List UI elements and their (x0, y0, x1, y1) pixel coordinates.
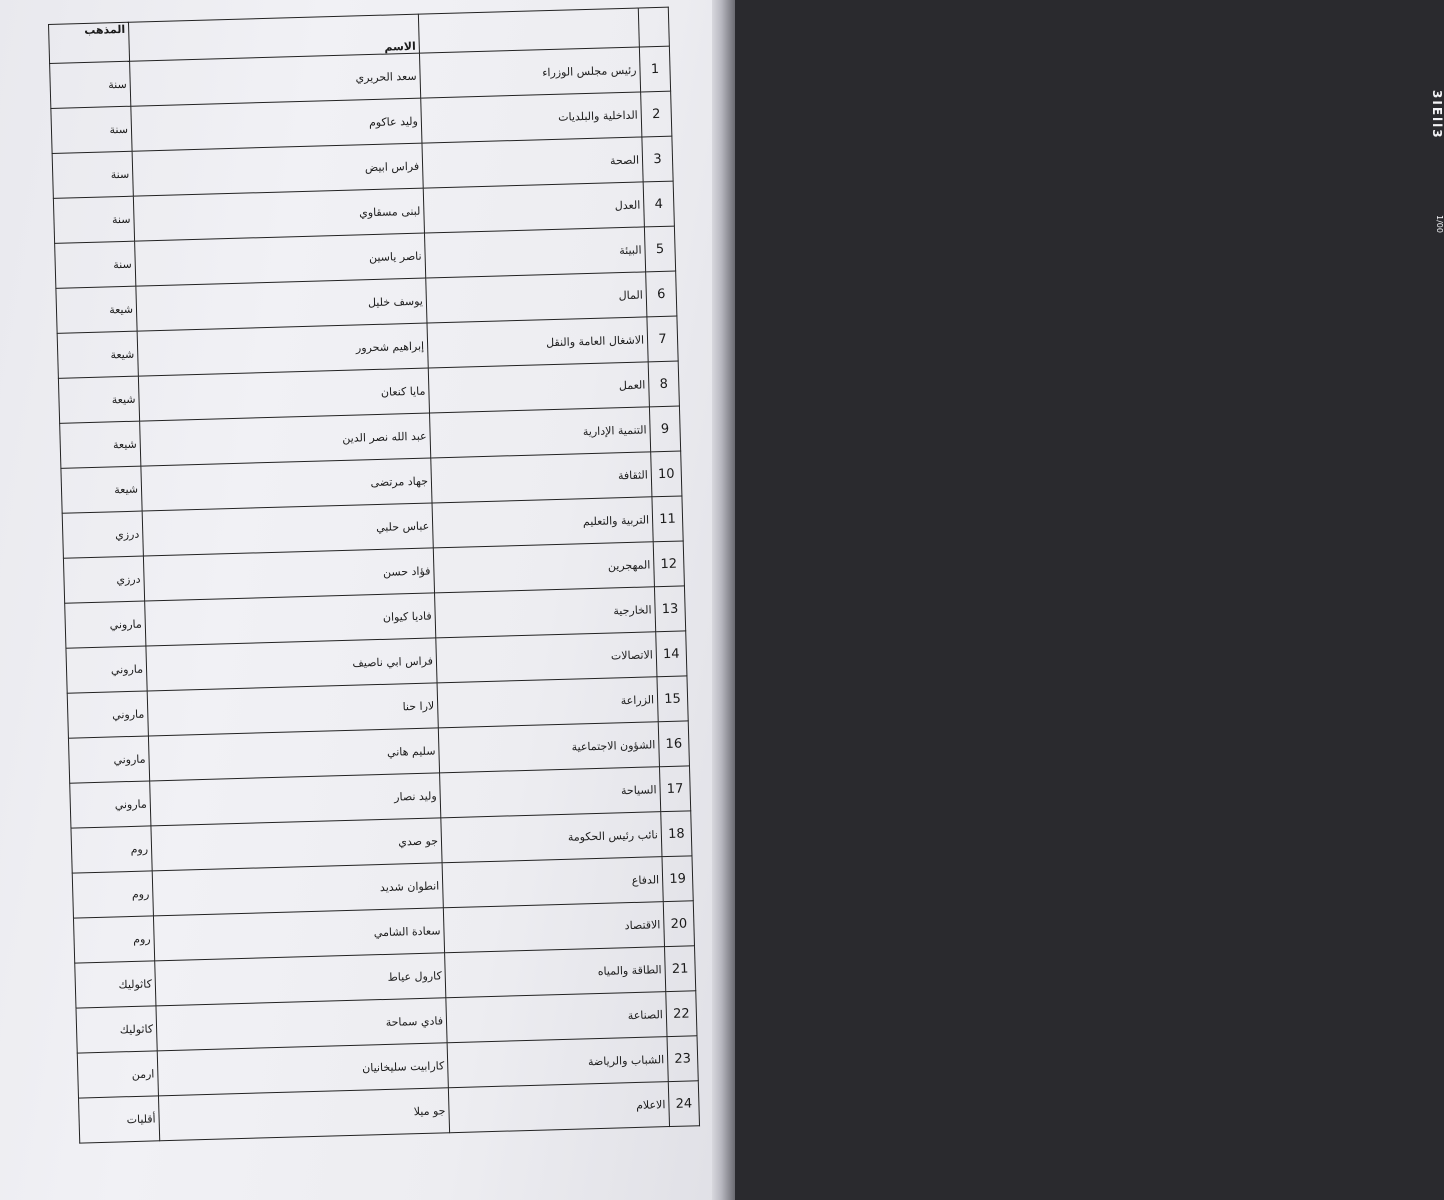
religion-cell: ماروني (67, 691, 148, 738)
minister-name-cell: وليد نصار (150, 773, 441, 826)
minister-name-cell: سعد الحريري (130, 53, 421, 106)
ministry-cell: رئيس مجلس الوزراء (419, 47, 640, 98)
religion-cell: شيعة (61, 466, 142, 513)
religion-cell: سنة (53, 196, 134, 243)
ministry-cell: البيئة (424, 227, 645, 278)
ministry-cell: السياحة (440, 767, 661, 818)
cabinet-table-wrapper (48, 5, 744, 1126)
minister-name-cell: عباس حلبي (142, 503, 433, 556)
ministry-cell: العدل (423, 182, 644, 233)
religion-cell: ماروني (66, 646, 147, 693)
row-number-cell: 15 (657, 676, 688, 722)
ministry-cell: التربية والتعليم (432, 497, 653, 548)
minister-name-cell: كارابيت سليخانيان (157, 1043, 448, 1096)
row-number-cell: 11 (652, 496, 683, 542)
religion-cell: ماروني (70, 781, 151, 828)
minister-name-cell: إبراهيم شحرور (137, 323, 428, 376)
row-number-cell: 6 (646, 271, 677, 317)
minister-name-cell: مايا كنعان (138, 368, 429, 421)
religion-cell: شيعة (57, 331, 138, 378)
ministry-cell: المهجرين (433, 542, 654, 593)
ministry-cell: الزراعة (437, 677, 658, 728)
religion-cell: روم (71, 826, 152, 873)
row-number-cell: 13 (654, 586, 685, 632)
religion-cell: روم (73, 916, 154, 963)
religion-cell: سنة (51, 106, 132, 153)
minister-name-cell: عبد الله نصر الدين (140, 413, 431, 466)
religion-cell: سنة (55, 241, 136, 288)
religion-cell: ماروني (68, 736, 149, 783)
religion-cell: شيعة (60, 421, 141, 468)
ministry-cell: الدفاع (442, 857, 663, 908)
row-number-cell: 23 (667, 1036, 698, 1082)
row-number-cell: 1 (639, 46, 670, 92)
ministry-cell: الداخلية والبلديات (421, 92, 642, 143)
minister-name-cell: ناصر ياسين (135, 233, 426, 286)
row-number-cell: 22 (666, 991, 697, 1037)
row-number-cell: 24 (668, 1081, 699, 1127)
religion-cell: شيعة (56, 286, 137, 333)
minister-name-cell: فؤاد حسن (143, 548, 434, 601)
ministry-cell: الشباب والرياضة (447, 1037, 668, 1088)
row-number-cell: 7 (647, 316, 678, 362)
religion-header: المذهب (49, 22, 130, 63)
ministry-cell: الصناعة (446, 992, 667, 1043)
row-number-cell: 14 (656, 631, 687, 677)
minister-name-cell: فادي سماحة (156, 998, 447, 1051)
ministry-cell: التنمية الإدارية (430, 407, 651, 458)
religion-cell: سنة (50, 61, 131, 108)
minister-name-cell: وليد عاكوم (131, 98, 422, 151)
ministry-cell: الثقافة (431, 452, 652, 503)
religion-cell: سنة (52, 151, 133, 198)
row-number-cell: 9 (649, 406, 680, 452)
row-number-cell: 3 (642, 136, 673, 182)
row-number-cell: 16 (658, 721, 689, 767)
row-number-cell: 21 (665, 946, 696, 992)
religion-cell: درزي (62, 511, 143, 558)
ministry-header (418, 8, 639, 53)
ministry-cell: الاشغال العامة والنقل (427, 317, 648, 368)
edge-small-label: 1/00 (1435, 215, 1444, 233)
religion-cell: ارمن (77, 1051, 158, 1098)
row-number-cell: 8 (648, 361, 679, 407)
minister-name-cell: انطوان شديد (152, 863, 443, 916)
ministry-cell: الطاقة والمياه (445, 947, 666, 998)
minister-name-cell: سليم هاني (148, 728, 439, 781)
row-number-cell: 4 (643, 181, 674, 227)
row-number-cell: 2 (641, 91, 672, 137)
religion-cell: كاثوليك (76, 1006, 157, 1053)
religion-cell: كاثوليك (75, 961, 156, 1008)
row-number-cell: 10 (651, 451, 682, 497)
minister-name-cell: فاديا كيوان (145, 593, 436, 646)
ministry-cell: العمل (428, 362, 649, 413)
row-number-cell: 20 (663, 901, 694, 947)
book-edge (712, 0, 1444, 1200)
minister-name-cell: كارول عياط (155, 953, 446, 1006)
minister-name-cell: لارا حنا (147, 683, 438, 736)
row-number-cell: 18 (661, 811, 692, 857)
minister-name-cell: لبنى مسقاوي (133, 188, 424, 241)
ministry-cell: المال (426, 272, 647, 323)
religion-cell: شيعة (58, 376, 139, 423)
row-number-cell: 19 (662, 856, 693, 902)
row-number-cell: 17 (659, 766, 690, 812)
ministry-cell: الاتصالات (436, 632, 657, 683)
religion-cell: درزي (63, 556, 144, 603)
religion-cell: أقليات (79, 1096, 160, 1143)
ministry-cell: الشؤون الاجتماعية (438, 722, 659, 773)
minister-name-cell: جهاد مرتضى (141, 458, 432, 511)
cabinet-table (48, 7, 700, 1144)
minister-name-cell: جو ميلا (158, 1088, 449, 1141)
minister-name-cell: يوسف خليل (136, 278, 427, 331)
ministry-cell: الصحة (422, 137, 643, 188)
minister-name-cell: فراس ابي ناصيف (146, 638, 437, 691)
minister-name-cell: جو صدي (151, 818, 442, 871)
table-body (50, 46, 700, 1143)
ministry-cell: الاعلام (448, 1082, 669, 1133)
religion-cell: روم (72, 871, 153, 918)
ministry-cell: الخارجية (435, 587, 656, 638)
row-number-cell: 12 (653, 541, 684, 587)
name-header: الاسم (128, 14, 419, 61)
minister-name-cell: فراس ابيض (132, 143, 423, 196)
row-number-cell: 5 (644, 226, 675, 272)
edge-label: 3IEll3 (1430, 90, 1444, 140)
ministry-cell: نائب رئيس الحكومة (441, 812, 662, 863)
religion-cell: ماروني (65, 601, 146, 648)
number-header (638, 7, 669, 47)
ministry-cell: الاقتصاد (443, 902, 664, 953)
minister-name-cell: سعادة الشامي (153, 908, 444, 961)
